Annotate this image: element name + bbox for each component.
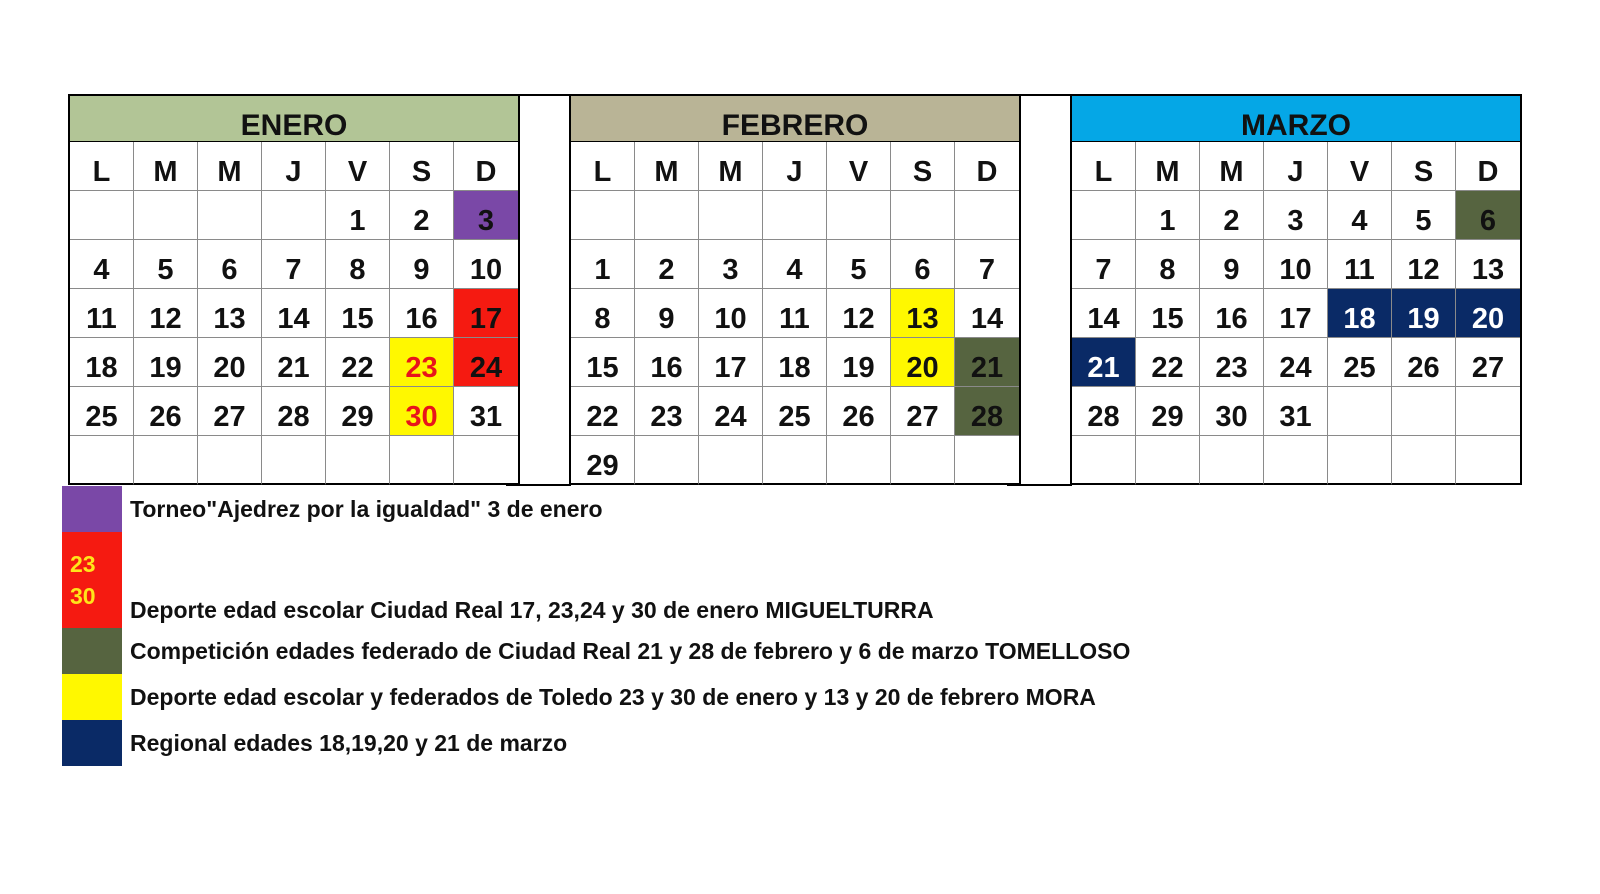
day-cell: 2 (390, 191, 454, 240)
day-cell: 9 (1200, 240, 1264, 289)
day-cell: 14 (955, 289, 1019, 338)
weekday-header: V (326, 142, 390, 191)
empty-cell (262, 191, 326, 240)
empty-cell (1456, 436, 1520, 485)
legend-swatch-number: 30 (70, 583, 96, 609)
day-cell: 20 (198, 338, 262, 387)
day-cell: 25 (70, 387, 134, 436)
legend-item (62, 628, 1382, 674)
day-cell: 21 (955, 338, 1019, 387)
day-cell: 26 (134, 387, 198, 436)
day-cell: 14 (262, 289, 326, 338)
day-cell: 18 (763, 338, 827, 387)
day-cell: 18 (70, 338, 134, 387)
month-title: MARZO (1072, 94, 1520, 142)
legend-item (62, 720, 1382, 766)
day-cell: 6 (1456, 191, 1520, 240)
month-enero (68, 94, 520, 485)
day-cell: 30 (390, 387, 454, 436)
day-cell: 22 (571, 387, 635, 436)
empty-cell (955, 436, 1019, 485)
day-cell: 10 (454, 240, 518, 289)
legend-item (62, 532, 1382, 628)
weekday-header: V (827, 142, 891, 191)
day-cell: 3 (1264, 191, 1328, 240)
weekday-header: L (70, 142, 134, 191)
empty-cell (1072, 191, 1136, 240)
day-cell: 25 (1328, 338, 1392, 387)
empty-cell (1200, 436, 1264, 485)
empty-cell (1328, 387, 1392, 436)
weekday-header: M (1136, 142, 1200, 191)
empty-cell (1392, 387, 1456, 436)
day-cell: 14 (1072, 289, 1136, 338)
day-cell: 2 (1200, 191, 1264, 240)
day-cell: 5 (134, 240, 198, 289)
empty-cell (1456, 387, 1520, 436)
day-cell: 10 (1264, 240, 1328, 289)
day-cell: 23 (635, 387, 699, 436)
month-title: FEBRERO (571, 94, 1019, 142)
day-cell: 19 (134, 338, 198, 387)
legend-swatch (62, 674, 122, 720)
day-cell: 29 (326, 387, 390, 436)
day-cell: 15 (1136, 289, 1200, 338)
day-cell: 21 (1072, 338, 1136, 387)
day-cell: 13 (1456, 240, 1520, 289)
day-cell: 16 (1200, 289, 1264, 338)
day-cell: 27 (891, 387, 955, 436)
day-cell: 31 (1264, 387, 1328, 436)
day-cell: 24 (699, 387, 763, 436)
empty-cell (70, 191, 134, 240)
day-cell: 5 (1392, 191, 1456, 240)
day-cell: 20 (891, 338, 955, 387)
weekday-header: S (891, 142, 955, 191)
day-cell: 22 (1136, 338, 1200, 387)
weekday-header: M (699, 142, 763, 191)
legend-swatch (62, 486, 122, 532)
empty-cell (827, 436, 891, 485)
empty-cell (1264, 436, 1328, 485)
weekday-header: D (1456, 142, 1520, 191)
day-cell: 29 (1136, 387, 1200, 436)
weekday-header: L (1072, 142, 1136, 191)
empty-cell (454, 436, 518, 485)
empty-cell (326, 436, 390, 485)
empty-cell (198, 191, 262, 240)
day-cell: 6 (198, 240, 262, 289)
day-cell: 12 (1392, 240, 1456, 289)
empty-cell (699, 191, 763, 240)
day-cell: 15 (571, 338, 635, 387)
day-cell: 7 (1072, 240, 1136, 289)
day-cell: 17 (699, 338, 763, 387)
day-cell: 4 (70, 240, 134, 289)
month-grid (571, 142, 1019, 485)
empty-cell (891, 191, 955, 240)
legend-text: Competición edades federado de Ciudad Real 21 y 28 de febrero y 6 de marzo TOMELLOSO (130, 637, 1131, 664)
empty-cell (1392, 436, 1456, 485)
day-cell: 9 (390, 240, 454, 289)
weekday-header: M (134, 142, 198, 191)
weekday-header: S (390, 142, 454, 191)
empty-cell (571, 191, 635, 240)
legend-swatch (62, 532, 122, 628)
day-cell: 27 (1456, 338, 1520, 387)
legend-swatch (62, 720, 122, 766)
day-cell: 28 (1072, 387, 1136, 436)
legend-item (62, 674, 1382, 720)
day-cell: 13 (891, 289, 955, 338)
legend-swatch (62, 628, 122, 674)
empty-cell (763, 436, 827, 485)
empty-cell (1072, 436, 1136, 485)
weekday-header: J (1264, 142, 1328, 191)
empty-cell (891, 436, 955, 485)
day-cell: 16 (390, 289, 454, 338)
legend-text: Deporte edad escolar y federados de Toledo 23 y 30 de enero y 13 y 20 de febrero MORA (130, 683, 1096, 710)
day-cell: 16 (635, 338, 699, 387)
day-cell: 25 (763, 387, 827, 436)
day-cell: 7 (262, 240, 326, 289)
empty-cell (955, 191, 1019, 240)
day-cell: 20 (1456, 289, 1520, 338)
empty-cell (699, 436, 763, 485)
day-cell: 7 (955, 240, 1019, 289)
day-cell: 21 (262, 338, 326, 387)
day-cell: 12 (827, 289, 891, 338)
day-cell: 28 (955, 387, 1019, 436)
month-marzo (1070, 94, 1522, 485)
day-cell: 30 (1200, 387, 1264, 436)
month-title: ENERO (70, 94, 518, 142)
empty-cell (763, 191, 827, 240)
empty-cell (635, 436, 699, 485)
day-cell: 27 (198, 387, 262, 436)
day-cell: 17 (454, 289, 518, 338)
day-cell: 8 (1136, 240, 1200, 289)
empty-cell (390, 436, 454, 485)
legend-text: Regional edades 18,19,20 y 21 de marzo (130, 729, 568, 756)
empty-cell (198, 436, 262, 485)
day-cell: 12 (134, 289, 198, 338)
day-cell: 3 (699, 240, 763, 289)
day-cell: 26 (827, 387, 891, 436)
day-cell: 8 (571, 289, 635, 338)
legend-text: Torneo"Ajedrez por la igualdad" 3 de enero (130, 495, 603, 522)
day-cell: 13 (198, 289, 262, 338)
month-febrero (569, 94, 1021, 485)
day-cell: 26 (1392, 338, 1456, 387)
day-cell: 4 (1328, 191, 1392, 240)
day-cell: 8 (326, 240, 390, 289)
day-cell: 23 (1200, 338, 1264, 387)
day-cell: 5 (827, 240, 891, 289)
day-cell: 3 (454, 191, 518, 240)
day-cell: 22 (326, 338, 390, 387)
day-cell: 15 (326, 289, 390, 338)
day-cell: 24 (1264, 338, 1328, 387)
empty-cell (635, 191, 699, 240)
day-cell: 24 (454, 338, 518, 387)
legend-item (62, 486, 1382, 532)
day-cell: 17 (1264, 289, 1328, 338)
day-cell: 19 (1392, 289, 1456, 338)
empty-cell (134, 436, 198, 485)
day-cell: 1 (326, 191, 390, 240)
weekday-header: M (1200, 142, 1264, 191)
weekday-header: J (262, 142, 326, 191)
month-grid (70, 142, 518, 485)
weekday-header: J (763, 142, 827, 191)
empty-cell (1328, 436, 1392, 485)
weekday-header: L (571, 142, 635, 191)
day-cell: 1 (571, 240, 635, 289)
day-cell: 1 (1136, 191, 1200, 240)
day-cell: 19 (827, 338, 891, 387)
day-cell: 10 (699, 289, 763, 338)
weekday-header: M (198, 142, 262, 191)
day-cell: 9 (635, 289, 699, 338)
day-cell: 29 (571, 436, 635, 485)
day-cell: 2 (635, 240, 699, 289)
day-cell: 6 (891, 240, 955, 289)
month-grid (1072, 142, 1520, 485)
empty-cell (1136, 436, 1200, 485)
day-cell: 11 (763, 289, 827, 338)
weekday-header: S (1392, 142, 1456, 191)
day-cell: 4 (763, 240, 827, 289)
day-cell: 18 (1328, 289, 1392, 338)
empty-cell (134, 191, 198, 240)
empty-cell (827, 191, 891, 240)
day-cell: 11 (70, 289, 134, 338)
day-cell: 23 (390, 338, 454, 387)
weekday-header: M (635, 142, 699, 191)
legend-text: Deporte edad escolar Ciudad Real 17, 23,24 y 30 de enero MIGUELTURRA (130, 597, 934, 623)
day-cell: 11 (1328, 240, 1392, 289)
weekday-header: D (454, 142, 518, 191)
weekday-header: V (1328, 142, 1392, 191)
empty-cell (70, 436, 134, 485)
legend-swatch-number: 23 (70, 551, 96, 577)
day-cell: 28 (262, 387, 326, 436)
empty-cell (262, 436, 326, 485)
weekday-header: D (955, 142, 1019, 191)
legend (62, 486, 1382, 766)
day-cell: 31 (454, 387, 518, 436)
